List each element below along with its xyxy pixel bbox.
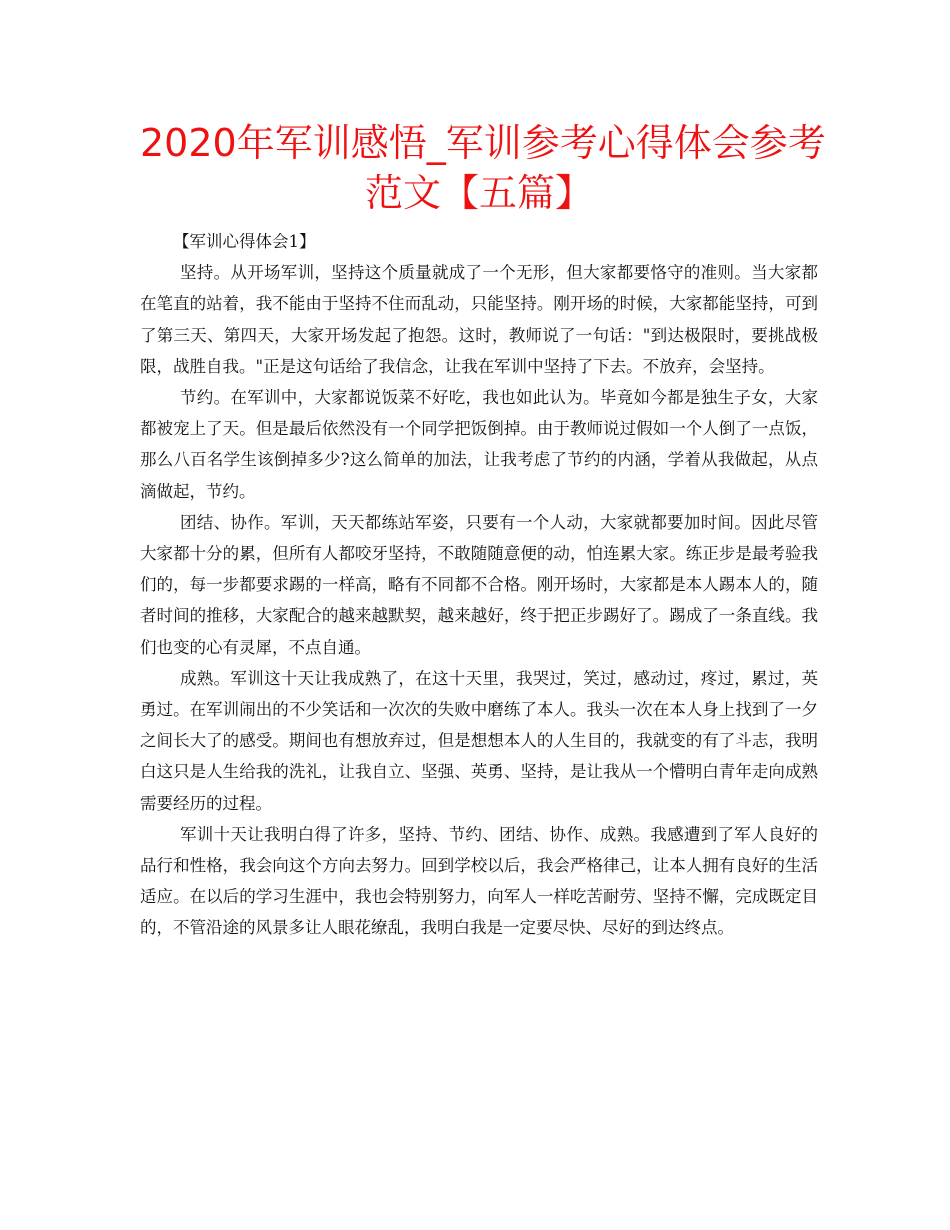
document-title [140, 118, 826, 218]
paragraph-maturity: 成熟。军训这十天让我成熟了，在这十天里，我哭过，笑过，感动过，疼过，累过，英勇过。在军训闹出的不少笑话和一次次的失败中磨练了本人。我头一次在本人身上找到了一夕之间长大了的感受。期间也有想放弃过，但是想想本人的人生目的，我就变的有了斗志，我明白这只是人生给我的洗礼，让我自立、坚强、英勇、坚持，是让我从一个懵明白青年走向成熟需要经历的过程。 [140, 668, 818, 813]
title-line-1: 2020年军训感悟_军训参考心得体会参考 [140, 121, 826, 165]
section-label: 【军训心得体会1】 [173, 232, 316, 251]
paragraph-teamwork: 团结、协作。军训，天天都练站军姿，只要有一个人动，大家就都要加时间。因此尽管大家都十分的累，但所有人都咬牙坚持，不敢随随意便的动，怕连累大家。练正步是最考验我们的，每一步都要求踢的一样高，略有不同都不合格。刚开场时，大家都是本人踢本人的，随者时间的推移，大家配合的越来越默契，越来越好，终于把正步踢好了。踢成了一条直线。我们也变的心有灵犀，不点自通。 [140, 512, 818, 657]
paragraph-conclusion: 军训十天让我明白得了许多，坚持、节约、团结、协作、成熟。我感遭到了军人良好的品行和性格，我会向这个方向去努力。回到学校以后，我会严格律己，让本人拥有良好的生活适应。在以后的学习生涯中，我也会特别努力，向军人一样吃苦耐劳、坚持不懈，完成既定目的，不管沿途的风景多让人眼花缭乱，我明白我是一定要尽快、尽好的到达终点。 [140, 824, 818, 938]
title-line-2: 范文【五篇】 [364, 171, 593, 215]
document-body [140, 226, 818, 944]
paragraph-frugality: 节约。在军训中，大家都说饭菜不好吃，我也如此认为。毕竟如今都是独生子女，大家都被宠上了天。但是最后依然没有一个同学把饭倒掉。由于教师说过假如一个人倒了一点饭，那么八百名学生该倒掉多少?这么简单的加法，让我考虑了节约的内涵，学着从我做起，从点滴做起，节约。 [140, 388, 818, 501]
paragraph-persistence: 坚持。从开场军训，坚持这个质量就成了一个无形，但大家都要恪守的准则。当大家都在笔直的站着，我不能由于坚持不住而乱动，只能坚持。刚开场的时候，大家都能坚持，可到了第三天、第四天，大家开场发起了抱怨。这时，教师说了一句话："到达极限时，要挑战极限，战胜自我。"正是这句话给了我信念，让我在军训中坚持了下去。不放弃，会坚持。 [140, 263, 818, 376]
